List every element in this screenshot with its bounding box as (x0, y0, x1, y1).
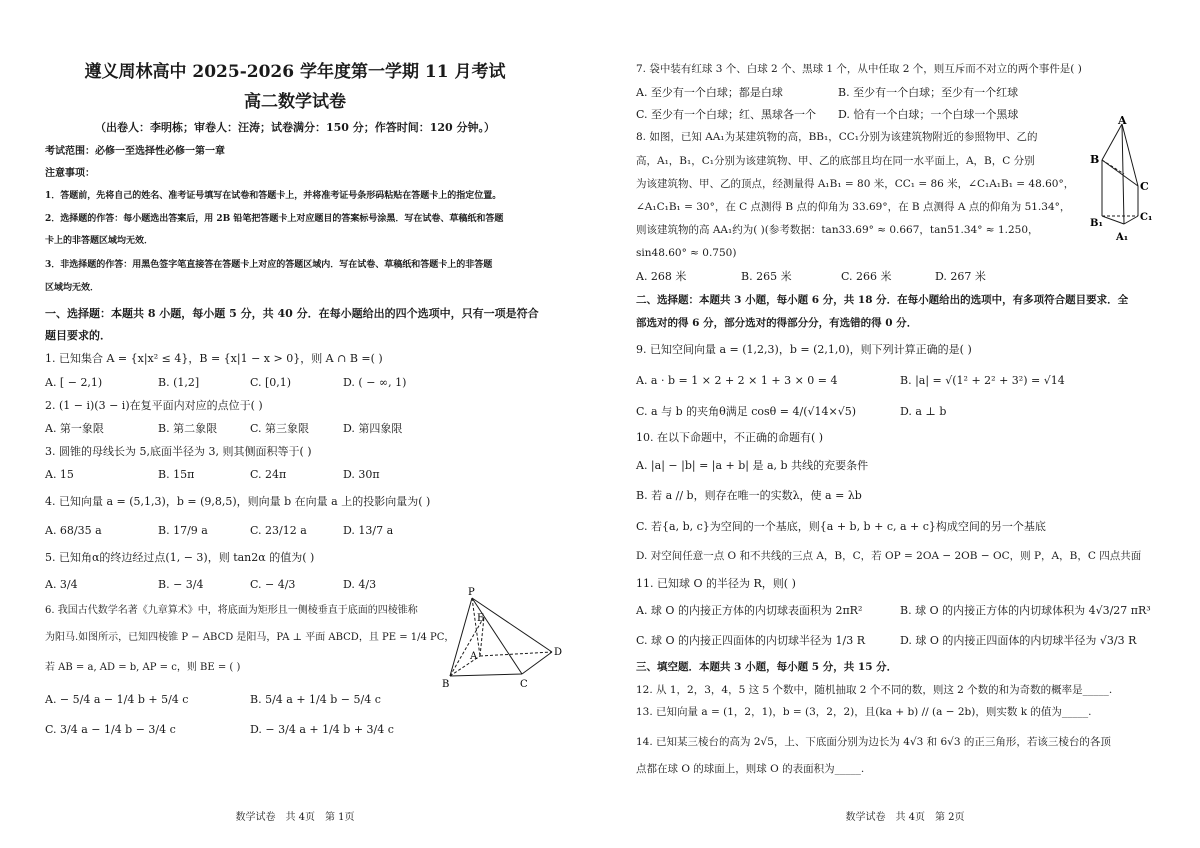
question-3-option-d: D. 30π (343, 468, 380, 481)
question-2-option-a: A. 第一象限 (45, 422, 104, 435)
question-1-option-a: A. [ − 2,1) (45, 376, 103, 389)
question-7-stem: 7. 袋中装有红球 3 个、白球 2 个、黑球 1 个，从中任取 2 个，则互斥而不对立的两个事件是( ) (636, 63, 1082, 75)
question-6-option-b: B. 5/4 a + 1/4 b − 5/4 c (250, 693, 381, 706)
question-9-option-a: A. a · b = 1 × 2 + 2 × 1 + 3 × 0 = 4 (636, 374, 838, 387)
exam-title: 遵义周林高中 2025-2026 学年度第一学期 11 月考试 (84, 62, 506, 82)
question-4-option-d: D. 13/7 a (343, 524, 394, 537)
left-page (0, 0, 590, 848)
question-3-option-b: B. 15π (158, 468, 195, 481)
section2-heading: 二、选择题：本题共 3 小题，每小题 6 分，共 18 分．在每小题给出的选项中，有多项符合题目要求．全 (636, 294, 1129, 306)
question-1-option-c: C. [0,1) (250, 376, 292, 389)
question-8-option-b: B. 265 米 (741, 270, 792, 283)
question-6-stem: 6. 我国古代数学名著《九章算术》中，将底面为矩形且一侧棱垂直于底面的四棱锥称 (45, 605, 418, 616)
note-line: 3．非选择题的作答：用黑色签字笔直接答在答题卡上对应的答题区域内．写在试卷、草稿纸和答题卡上的非答题 (45, 260, 493, 270)
question-5-option-b: B. − 3/4 (158, 578, 204, 591)
pyramid-figure (436, 586, 570, 692)
question-1-option-d: D. ( − ∞, 1) (343, 376, 407, 389)
exam-subtitle: 高二数学试卷 (244, 92, 346, 112)
question-4-option-b: B. 17/9 a (158, 524, 208, 537)
question-1-stem: 1. 已知集合 A = {x|x² ≤ 4}，B = {x|1 − x > 0}，则 A ∩ B =( ) (45, 352, 383, 365)
question-7-option-c: C. 至少有一个白球；红、黑球各一个 (636, 108, 817, 121)
question-8-option-a: A. 268 米 (636, 270, 687, 283)
exam-authors: （出卷人：李明栋；审卷人：汪涛；试卷满分：150 分；作答时间：120 分钟。） (94, 121, 496, 134)
question-10-option-a: A. |a| − |b| = |a + b| 是 a, b 共线的充要条件 (636, 459, 869, 472)
fig-label-c: C (1140, 180, 1149, 193)
question-11-option-b: B. 球 O 的内接正方体的内切球体积为 4√3/27 πR³ (900, 604, 1151, 617)
fig-label-a: A (470, 651, 478, 662)
section2-heading: 部选对的得 6 分，部分选对的得部分分，有选错的得 0 分． (636, 317, 918, 329)
fig-label-c1: C₁ (1140, 212, 1153, 223)
question-6-stem: 若 AB = a, AD = b, AP = c，则 BE = ( ) (45, 662, 241, 673)
note-line: 区域均无效． (45, 283, 100, 293)
fig-label-a1: A₁ (1116, 232, 1129, 243)
fig-label-a: A (1118, 116, 1127, 127)
question-4-stem: 4. 已知向量 a = (5,1,3)，b = (9,8,5)，则向量 b 在向量 a 上的投影向量为( ) (45, 495, 431, 508)
question-5-stem: 5. 已知角α的终边经过点(1, − 3)，则 tan2α 的值为( ) (45, 551, 315, 564)
question-9-option-c: C. a 与 b 的夹角θ满足 cosθ = 4/(√14×√5) (636, 405, 857, 418)
question-9-option-b: B. |a| = √(1² + 2² + 3²) = √14 (900, 374, 1065, 387)
question-10-stem: 10. 在以下命题中，不正确的命题有( ) (636, 431, 824, 444)
section1-heading: 一、选择题：本题共 8 小题，每小题 5 分，共 40 分．在每小题给出的四个选项中，只有一项是符合 (45, 307, 539, 320)
question-14: 14. 已知某三棱台的高为 2√5，上、下底面分别为边长为 4√3 和 6√3 的正三角形，若该三棱台的各顶 (636, 736, 1111, 748)
question-11-option-c: C. 球 O 的内接正四面体的内切球半径为 1/3 R (636, 634, 866, 647)
question-14: 点都在球 O 的球面上，则球 O 的表面积为_____. (636, 763, 865, 775)
question-6-option-d: D. − 3/4 a + 1/4 b + 3/4 c (250, 723, 394, 736)
question-3-stem: 3. 圆锥的母线长为 5,底面半径为 3, 则其侧面积等于( ) (45, 445, 312, 458)
question-2-option-b: B. 第二象限 (158, 422, 218, 435)
question-8-stem: 8. 如图，已知 AA₁为某建筑物的高，BB₁，CC₁分别为该建筑物附近的参照物甲、乙的 (636, 131, 1038, 143)
question-4-option-c: C. 23/12 a (250, 524, 307, 537)
fig-label-c: C (520, 679, 528, 690)
question-11-option-a: A. 球 O 的内接正方体的内切球表面积为 2πR² (636, 604, 863, 617)
question-5-option-a: A. 3/4 (45, 578, 78, 591)
question-6-option-a: A. − 5/4 a − 1/4 b + 5/4 c (45, 693, 189, 706)
question-7-option-b: B. 至少有一个白球；至少有一个红球 (838, 86, 1019, 99)
question-3-option-c: C. 24π (250, 468, 287, 481)
fig-label-d: D (554, 647, 563, 658)
question-8-stem: 为该建筑物、甲、乙的顶点，经测量得 A₁B₁ = 80 米，CC₁ = 86 米，∠C₁A₁B₁ = 48.60°， (636, 178, 1075, 190)
right-page (610, 0, 1200, 848)
question-11-option-d: D. 球 O 的内接正四面体的内切球半径为 √3/3 R (900, 634, 1137, 647)
fig-label-p: P (468, 587, 475, 598)
exam-scope: 考试范围：必修一至选择性必修一第一章 (45, 146, 225, 157)
fig-label-b: B (442, 679, 450, 690)
question-1-option-b: B. (1,2] (158, 376, 200, 389)
question-6-stem: 为阳马.如图所示，已知四棱锥 P − ABCD 是阳马，PA ⊥ 平面 ABCD，且 PE = 1/4 PC， (45, 632, 455, 643)
question-5-option-c: C. − 4/3 (250, 578, 296, 591)
note-line: 1．答题前，先将自己的姓名、准考证号填写在试卷和答题卡上，并将准考证号条形码粘贴在答题卡上的指定位置。 (45, 191, 502, 201)
question-7-option-d: D. 恰有一个白球；一个白球一个黑球 (838, 108, 1019, 121)
question-8-stem: 则该建筑物的高 AA₁约为( )(参考数据：tan33.69° ≈ 0.667，tan51.34° ≈ 1.250， (636, 224, 1039, 236)
notes-heading: 注意事项： (45, 168, 95, 179)
question-10-option-b: B. 若 a // b，则存在唯一的实数λ，使 a = λb (636, 489, 862, 502)
question-9-stem: 9. 已知空间向量 a = (1,2,3)，b = (2,1,0)，则下列计算正确的是( ) (636, 343, 972, 356)
question-2-stem: 2. (1 − i)(3 − i)在复平面内对应的点位于( ) (45, 399, 263, 412)
question-8-stem: sin48.60° ≈ 0.750) (636, 247, 737, 259)
question-6-option-c: C. 3/4 a − 1/4 b − 3/4 c (45, 723, 176, 736)
fig-label-b1: B₁ (1090, 218, 1103, 229)
question-10-option-d: D. 对空间任意一点 O 和不共线的三点 A，B，C，若 OP = 2OA − 2OB − OC，则 P，A，B，C 四点共面 (636, 550, 1142, 562)
question-8-option-c: C. 266 米 (841, 270, 892, 283)
question-2-option-d: D. 第四象限 (343, 422, 403, 435)
question-11-stem: 11. 已知球 O 的半径为 R，则( ) (636, 577, 796, 590)
page-footer: 数学试卷 共 4页 第 2页 (845, 812, 965, 823)
question-8-stem: 高，A₁，B₁，C₁分别为该建筑物、甲、乙的底部且均在同一水平面上，A，B，C 分别 (636, 155, 1035, 167)
note-line: 卡上的非答题区域均无效． (45, 236, 154, 246)
section3-heading: 三、填空题．本题共 3 小题，每小题 5 分，共 15 分． (636, 661, 898, 673)
question-8-option-d: D. 267 米 (935, 270, 986, 283)
section1-heading: 题目要求的． (45, 329, 111, 342)
question-12: 12. 从 1，2，3，4，5 这 5 个数中，随机抽取 2 个不同的数，则这 2 个数的和为奇数的概率是_____. (636, 684, 1113, 696)
fig-label-e: E (477, 613, 485, 624)
question-8-stem: ∠A₁C₁B₁ = 30°，在 C 点测得 B 点的仰角为 33.69°，在 B 点测得 A 点的仰角为 51.34°， (636, 201, 1071, 213)
question-3-option-a: A. 15 (45, 468, 74, 481)
question-10-option-c: C. 若{a, b, c}为空间的一个基底，则{a + b, b + c, a + c}构成空间的另一个基底 (636, 520, 1046, 533)
building-figure (1080, 116, 1160, 244)
note-line: 2．选择题的作答：每小题选出答案后，用 2B 铅笔把答题卡上对应题目的答案标号涂黑．写在试卷、草稿纸和答题 (45, 214, 504, 224)
question-13: 13. 已知向量 a = (1，2，1)，b = (3，2，2)，且(ka + b) // (a − 2b)，则实数 k 的值为_____. (636, 706, 1092, 718)
question-5-option-d: D. 4/3 (343, 578, 377, 591)
question-9-option-d: D. a ⊥ b (900, 405, 947, 418)
page-footer: 数学试卷 共 4页 第 1页 (235, 812, 355, 823)
question-7-option-a: A. 至少有一个白球；都是白球 (636, 86, 783, 99)
fig-label-b: B (1090, 153, 1100, 166)
question-4-option-a: A. 68/35 a (45, 524, 102, 537)
question-2-option-c: C. 第三象限 (250, 422, 310, 435)
